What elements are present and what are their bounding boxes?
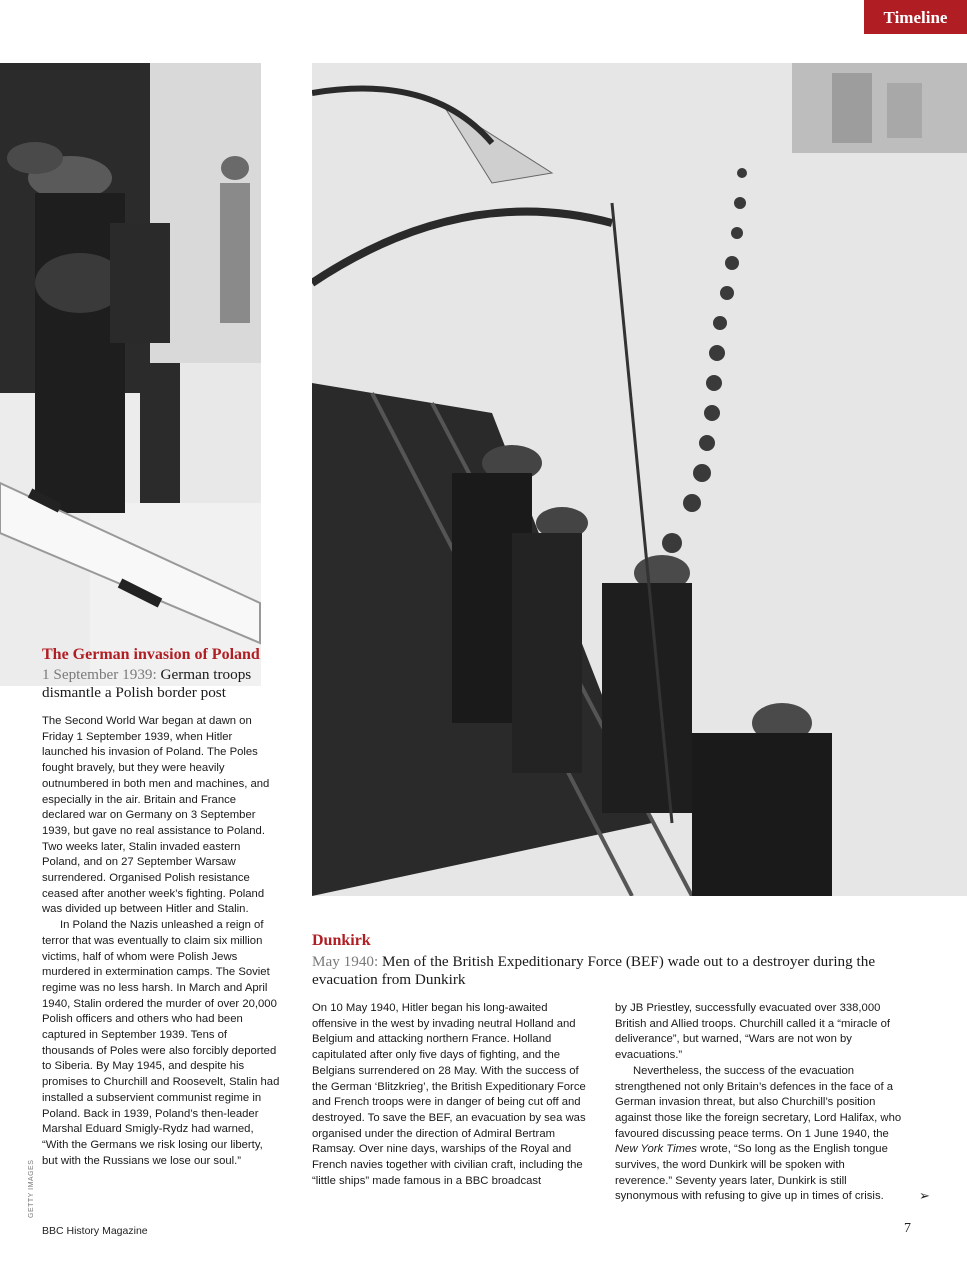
dunkirk-photo bbox=[312, 63, 967, 896]
dunkirk-heading: Dunkirk bbox=[312, 932, 371, 949]
poland-date: 1 September 1939: bbox=[42, 666, 157, 683]
dunkirk-caption bbox=[312, 953, 932, 989]
dunkirk-header bbox=[312, 932, 932, 989]
continue-arrow-icon: ➢ bbox=[919, 1188, 930, 1203]
poland-body bbox=[42, 714, 280, 1169]
poland-photo bbox=[0, 63, 261, 686]
dunkirk-column-1 bbox=[312, 1001, 594, 1189]
poland-article bbox=[42, 646, 280, 1169]
poland-paragraph-2: In Poland the Nazis unleashed a reign of terror that was eventually to claim six million victims, half of whom were Polish Jews murdered in extermination camps. The Soviet regime was no less harsh. In March and April 1940, Stalin ordered the murder of over 20,000 Polish officers and others who had been captured in September 1939. Tens of thousands of Poles were also forcibly deported to Siberia. By May 1945, and despite his promises to Churchill and Roosevelt, Stalin had installed a subservient communist regime in Poland. Back in 1939, Poland’s then-leader Marshal Eduard Smigly-Rydz had warned, “With the Germans we risk losing our liberty, but with the Russians we lose our soul.” bbox=[42, 919, 280, 1167]
dunkirk-paragraph-3-a: Nevertheless, the success of the evacuation strengthened not only Britain’s defences in the face of a German invasion threat, but also Churchill’s position against those like the foreign secretary, Lord Halifax, who favoured discussing peace terms. On 1 June 1940, the bbox=[615, 1064, 902, 1140]
dunkirk-date: May 1940: bbox=[312, 953, 379, 970]
photo-credit: GETTY IMAGES bbox=[28, 1159, 35, 1218]
dunkirk-paragraph-2: by JB Priestley, successfully evacuated over 338,000 British and Allied troops. Churchill called it a “miracle of deliverance”, but warned, “Wars are not won by evacuations.” bbox=[615, 1002, 891, 1062]
dunkirk-paragraph-1: On 10 May 1940, Hitler began his long-awaited offensive in the west by invading neutral Holland and Belgium and attacking northern France. Holland capitulated after only five days of fighting, and the Belgians surrendered on 28 May. With the success of the German ‘Blitzkrieg’, the British Expeditionary Force and French troops were in danger of being cut off and destroyed. To save the BEF, an evacuation by sea was organised under the direction of Admiral Bertram Ramsay. Over nine days, warships of the Royal and French navies together with civilian craft, including the “little ships” made famous in a BBC broadcast bbox=[312, 1002, 586, 1187]
dunkirk-column-2 bbox=[615, 1001, 903, 1205]
section-tab: Timeline bbox=[864, 0, 967, 34]
dunkirk-dek: Men of the British Expeditionary Force (BEF) wade out to a destroyer during the evacuation from Dunkirk bbox=[312, 953, 876, 988]
poland-dek: German troops dismantle a Polish border post bbox=[42, 666, 252, 701]
footer-page-number: 7 bbox=[904, 1221, 911, 1236]
footer-magazine-name: BBC History Magazine bbox=[42, 1225, 148, 1237]
dunkirk-paragraph-3-b: wrote, “So long as the English tongue survives, the word Dunkirk will be spoken with reverence.” Seventy years later, Dunkirk is still synonymous with refusing to give up in times of crisis. bbox=[615, 1143, 888, 1203]
poland-heading: The German invasion of Poland bbox=[42, 646, 260, 663]
dunkirk-paragraph-3 bbox=[615, 1064, 903, 1205]
newspaper-title: New York Times bbox=[615, 1143, 697, 1156]
poland-paragraph-1: The Second World War began at dawn on Friday 1 September 1939, when Hitler launched his invasion of Poland. The Poles fought bravely, but they were heavily outnumbered in both men and machines, and especially in the air. Britain and France declared war on Germany on 3 September 1939, but gave no real assistance to Poland. Two weeks later, Stalin invaded eastern Poland, and on 27 September Warsaw surrendered. Organised Polish resistance ceased after another week’s fighting. Poland was divided up between Hitler and Stalin. bbox=[42, 715, 270, 916]
poland-caption bbox=[42, 666, 280, 702]
